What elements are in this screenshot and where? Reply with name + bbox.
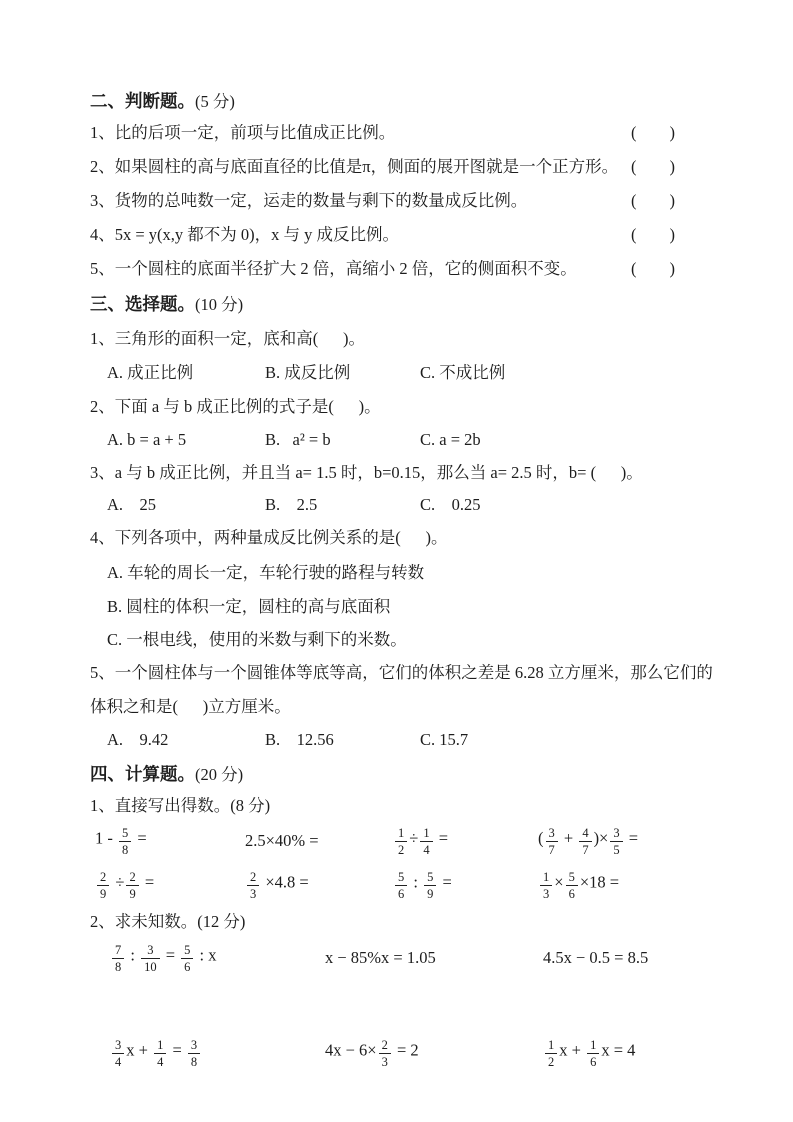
section-header-choice	[90, 286, 793, 322]
option-b: B. 2.5	[265, 495, 318, 514]
fraction: $\frac{3}{10}$	[141, 943, 160, 974]
section-points: (20 分)	[195, 765, 244, 784]
fraction: $\frac{1}{2}$	[395, 826, 407, 857]
option-a: A. 成正比例	[107, 363, 194, 382]
options-row-q3	[90, 490, 793, 520]
option-b: B. 12.56	[265, 730, 334, 749]
fraction: $\frac{2}{3}$	[379, 1038, 391, 1069]
fraction: $\frac{1}{4}$	[420, 826, 432, 857]
question-text-q5-line2: 体积之和是( )立方厘米。	[90, 697, 291, 716]
question-text-q1: 1、三角形的面积一定，底和高( )。	[90, 329, 365, 348]
question-text-q5-line1: 5、一个圆柱体与一个圆锥体等底等高，它们的体积之差是 6.28 立方厘米，那么它们的	[90, 663, 713, 682]
option-a: A. 9.42	[107, 730, 169, 749]
answer-blank: ( )	[631, 191, 675, 210]
question-text-q3: 3、a 与 b 成正比例，并且当 a= 1.5 时，b=0.15，那么当 a= 2.5 时，b= ( )。	[90, 463, 643, 482]
fraction: $\frac{3}{7}$	[546, 826, 558, 857]
judge-item	[90, 150, 793, 184]
math-expression: ( $\frac{3}{7}$ + $\frac{4}{7}$ )× $\frac{3}{5}$ =	[538, 825, 639, 857]
option-b: B. a² = b	[265, 430, 331, 449]
judge-item-text: 1、比的后项一定，前项与比值成正比例。	[90, 123, 396, 142]
math-expression: 4.5x − 0.5 = 8.5	[543, 948, 649, 967]
question-text-q4: 4、下列各项中，两种量成反比例关系的是( )。	[90, 528, 448, 547]
math-expression: $\frac{2}{3}$ ×4.8 =	[245, 870, 393, 901]
fraction: $\frac{1}{4}$	[154, 1038, 166, 1069]
fraction: $\frac{2}{9}$	[126, 870, 138, 901]
option-c: C. a = 2b	[420, 430, 481, 449]
answer-blank: ( )	[631, 259, 675, 278]
fraction: $\frac{5}{8}$	[119, 826, 131, 857]
subsection-solve-title: 2、求未知数。(12 分)	[90, 912, 246, 931]
option-b: B. 成反比例	[265, 363, 351, 382]
fraction: $\frac{3}{5}$	[610, 826, 622, 857]
math-expression: 2.5×40% =	[245, 831, 319, 850]
section-header-calc	[90, 756, 793, 792]
math-expression: x − 85%x = 1.05	[325, 948, 436, 967]
fraction: $\frac{1}{6}$	[587, 1038, 599, 1069]
fraction: $\frac{5}{6}$	[181, 943, 193, 974]
judge-item	[90, 184, 793, 218]
fraction: $\frac{4}{7}$	[579, 826, 591, 857]
judge-item	[90, 218, 793, 252]
math-expression: $\frac{1}{3}$ × $\frac{5}{6}$ ×18 =	[538, 870, 793, 901]
option-c: C. 不成比例	[420, 363, 506, 382]
options-row-q1	[90, 356, 793, 390]
section-title: 四、计算题。	[90, 764, 195, 784]
fraction: $\frac{2}{9}$	[97, 870, 109, 901]
judge-item	[90, 252, 793, 286]
section-points: (10 分)	[195, 295, 244, 314]
judge-item-text: 2、如果圆柱的高与底面直径的比值是π，侧面的展开图就是一个正方形。	[90, 157, 619, 176]
fraction: $\frac{5}{9}$	[424, 870, 436, 901]
subsection-mental-title: 1、直接写出得数。(8 分)	[90, 796, 271, 815]
fraction: $\frac{5}{6}$	[566, 870, 578, 901]
judge-item-text: 4、5x = y(x,y 都不为 0)，x 与 y 成反比例。	[90, 225, 400, 244]
fraction: $\frac{7}{8}$	[112, 943, 124, 974]
math-expression: 1 - $\frac{5}{8}$ =	[95, 825, 147, 857]
option-c: C. 一根电线，使用的米数与剩下的米数。	[107, 630, 407, 649]
question-text-q2: 2、下面 a 与 b 成正比例的式子是( )。	[90, 397, 381, 416]
math-expression: $\frac{3}{4}$ x + $\frac{1}{4}$ = $\frac{3}{8}$	[110, 1038, 325, 1069]
mental-calc-row-1	[90, 820, 793, 862]
option-c: C. 0.25	[420, 495, 481, 514]
option-a: A. b = a + 5	[107, 430, 187, 449]
option-a: A. 25	[107, 495, 157, 514]
option-c: C. 15.7	[420, 730, 469, 749]
option-a: A. 车轮的周长一定，车轮行驶的路程与转数	[107, 563, 425, 582]
section-title: 三、选择题。	[90, 294, 195, 314]
solve-row-1	[90, 936, 793, 980]
fraction: $\frac{3}{8}$	[188, 1038, 200, 1069]
fraction: $\frac{3}{4}$	[112, 1038, 124, 1069]
judge-item-text: 3、货物的总吨数一定，运走的数量与剩下的数量成反比例。	[90, 191, 528, 210]
solve-row-2	[90, 1031, 793, 1075]
math-expression: 4x − 6× $\frac{2}{3}$ = 2	[325, 1037, 419, 1069]
section-points: (5 分)	[195, 92, 235, 111]
judge-item	[90, 116, 793, 150]
answer-blank: ( )	[631, 123, 675, 142]
options-row-q5	[90, 724, 793, 756]
answer-blank: ( )	[631, 157, 675, 176]
options-row-q2	[90, 424, 793, 456]
judge-item-text: 5、一个圆柱的底面半径扩大 2 倍，高缩小 2 倍，它的侧面积不变。	[90, 259, 577, 278]
math-expression: $\frac{2}{9}$ ÷ $\frac{2}{9}$ =	[95, 870, 245, 901]
mental-calc-row-2	[90, 862, 793, 908]
fraction: $\frac{5}{6}$	[395, 870, 407, 901]
math-expression: $\frac{5}{6}$ : $\frac{5}{9}$ =	[393, 870, 538, 901]
answer-blank: ( )	[631, 225, 675, 244]
section-header-judge	[90, 86, 793, 116]
fraction: $\frac{2}{3}$	[247, 870, 259, 901]
math-expression: $\frac{1}{2}$ x + $\frac{1}{6}$ x = 4	[543, 1038, 793, 1069]
math-expression: $\frac{1}{2}$ ÷ $\frac{1}{4}$ =	[393, 826, 538, 857]
fraction: $\frac{1}{3}$	[540, 870, 552, 901]
option-b: B. 圆柱的体积一定，圆柱的高与底面积	[107, 597, 391, 616]
math-expression: $\frac{7}{8}$ : $\frac{3}{10}$ = $\frac{5}{6}$ : x	[110, 943, 325, 974]
fraction: $\frac{1}{2}$	[545, 1038, 557, 1069]
section-title: 二、判断题。	[90, 91, 195, 111]
